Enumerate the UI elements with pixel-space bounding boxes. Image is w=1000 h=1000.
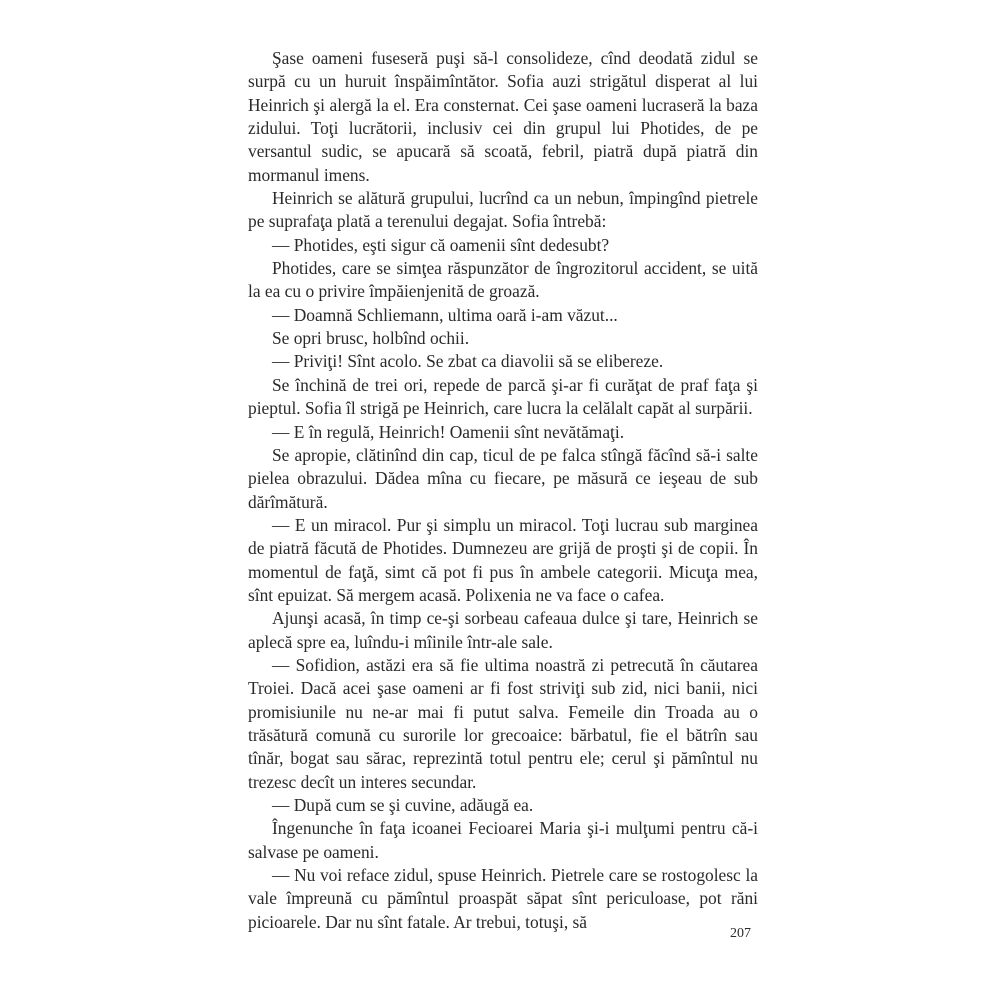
paragraph: Heinrich se alătură grupului, lucrînd ca un nebun, împingînd pietrele pe suprafaţa plată a terenului degajat. Sofia întrebă:	[248, 188, 758, 232]
paragraph: Photides, care se simţea răspunzător de îngrozitorul accident, se uită la ea cu o privire împăienjenită de groază.	[248, 258, 758, 302]
paragraph: Şase oameni fuseseră puşi să-l consolideze, cînd deodată zidul se surpă cu un huruit înspăimîntător. Sofia auzi strigătul disperat al lui Heinrich şi alergă la el. Era consternat. Cei şase oameni lucraseră la baza zidului. Toţi lucrătorii, inclusiv cei din grupul lui Photides, de pe versantul sudic, se apucară să scoată, febril, piatră după piatră din mormanul imens.	[248, 48, 758, 185]
paragraph: — E un miracol. Pur şi simplu un miracol. Toţi lucrau sub marginea de piatră făcută de Photides. Dumnezeu are grijă de proşti şi de copii. În momentul de faţă, simt că pot fi pus în ambele categorii. Micuţa mea, sînt epuizat. Să mergem acasă. Polixenia ne va face o cafea.	[248, 514, 758, 605]
paragraph: Se apropie, clătinînd din cap, ticul de pe falca stîngă făcînd să-i salte pielea obrazului. Dădea mîna cu fiecare, pe măsură ce ieşeau de sub dărîmătură.	[248, 444, 758, 512]
paragraph: Se închină de trei ori, repede de parcă şi-ar fi curăţat de praf faţa şi pieptul. Sofia îl strigă pe Heinrich, care lucra la celălalt capăt al surpării.	[248, 374, 758, 419]
paragraph: Se opri brusc, holbînd ochii.	[272, 328, 470, 349]
paragraph: — E în regulă, Heinrich! Oamenii sînt nevătămaţi.	[272, 421, 625, 442]
paragraph: — Photides, eşti sigur că oamenii sînt dedesubt?	[272, 234, 610, 255]
paragraph: — Priviţi! Sînt acolo. Se zbat ca diavolii să se elibereze.	[272, 351, 664, 372]
book-page-text	[248, 47, 758, 934]
page-number: 207	[730, 926, 751, 941]
paragraph: — Sofidion, astăzi era să fie ultima noastră zi petrecută în căutarea Troiei. Dacă acei şase oameni ar fi fost striviţi sub zid, nici banii, nici promisiunile nu ne-ar mai fi putut salva. Femeile din Troada au o trăsătură comună cu surorile lor grecoaice: bărbatul, fie el bătrîn sau tînăr, bogat sau sărac, reprezintă totul pentru ele; cerul şi pămîntul nu trezesc decît un interes secundar.	[248, 654, 758, 792]
paragraph: Ajunşi acasă, în timp ce-şi sorbeau cafeaua dulce şi tare, Heinrich se aplecă spre ea, luîndu-i mîinile într-ale sale.	[248, 608, 758, 652]
paragraph: — Nu voi reface zidul, spuse Heinrich. Pietrele care se rostogolesc la vale împreună cu pămîntul proaspăt săpat sînt periculoase, pot răni picioarele. Dar nu sînt fatale. Ar trebui, totuşi, să	[248, 865, 758, 932]
paragraph: Îngenunche în faţa icoanei Fecioarei Maria şi-i mulţumi pentru că-i salvase pe oameni.	[248, 818, 758, 862]
paragraph: — După cum se şi cuvine, adăugă ea.	[272, 795, 534, 815]
paragraph: — Doamnă Schliemann, ultima oară i-am văzut...	[272, 304, 618, 325]
